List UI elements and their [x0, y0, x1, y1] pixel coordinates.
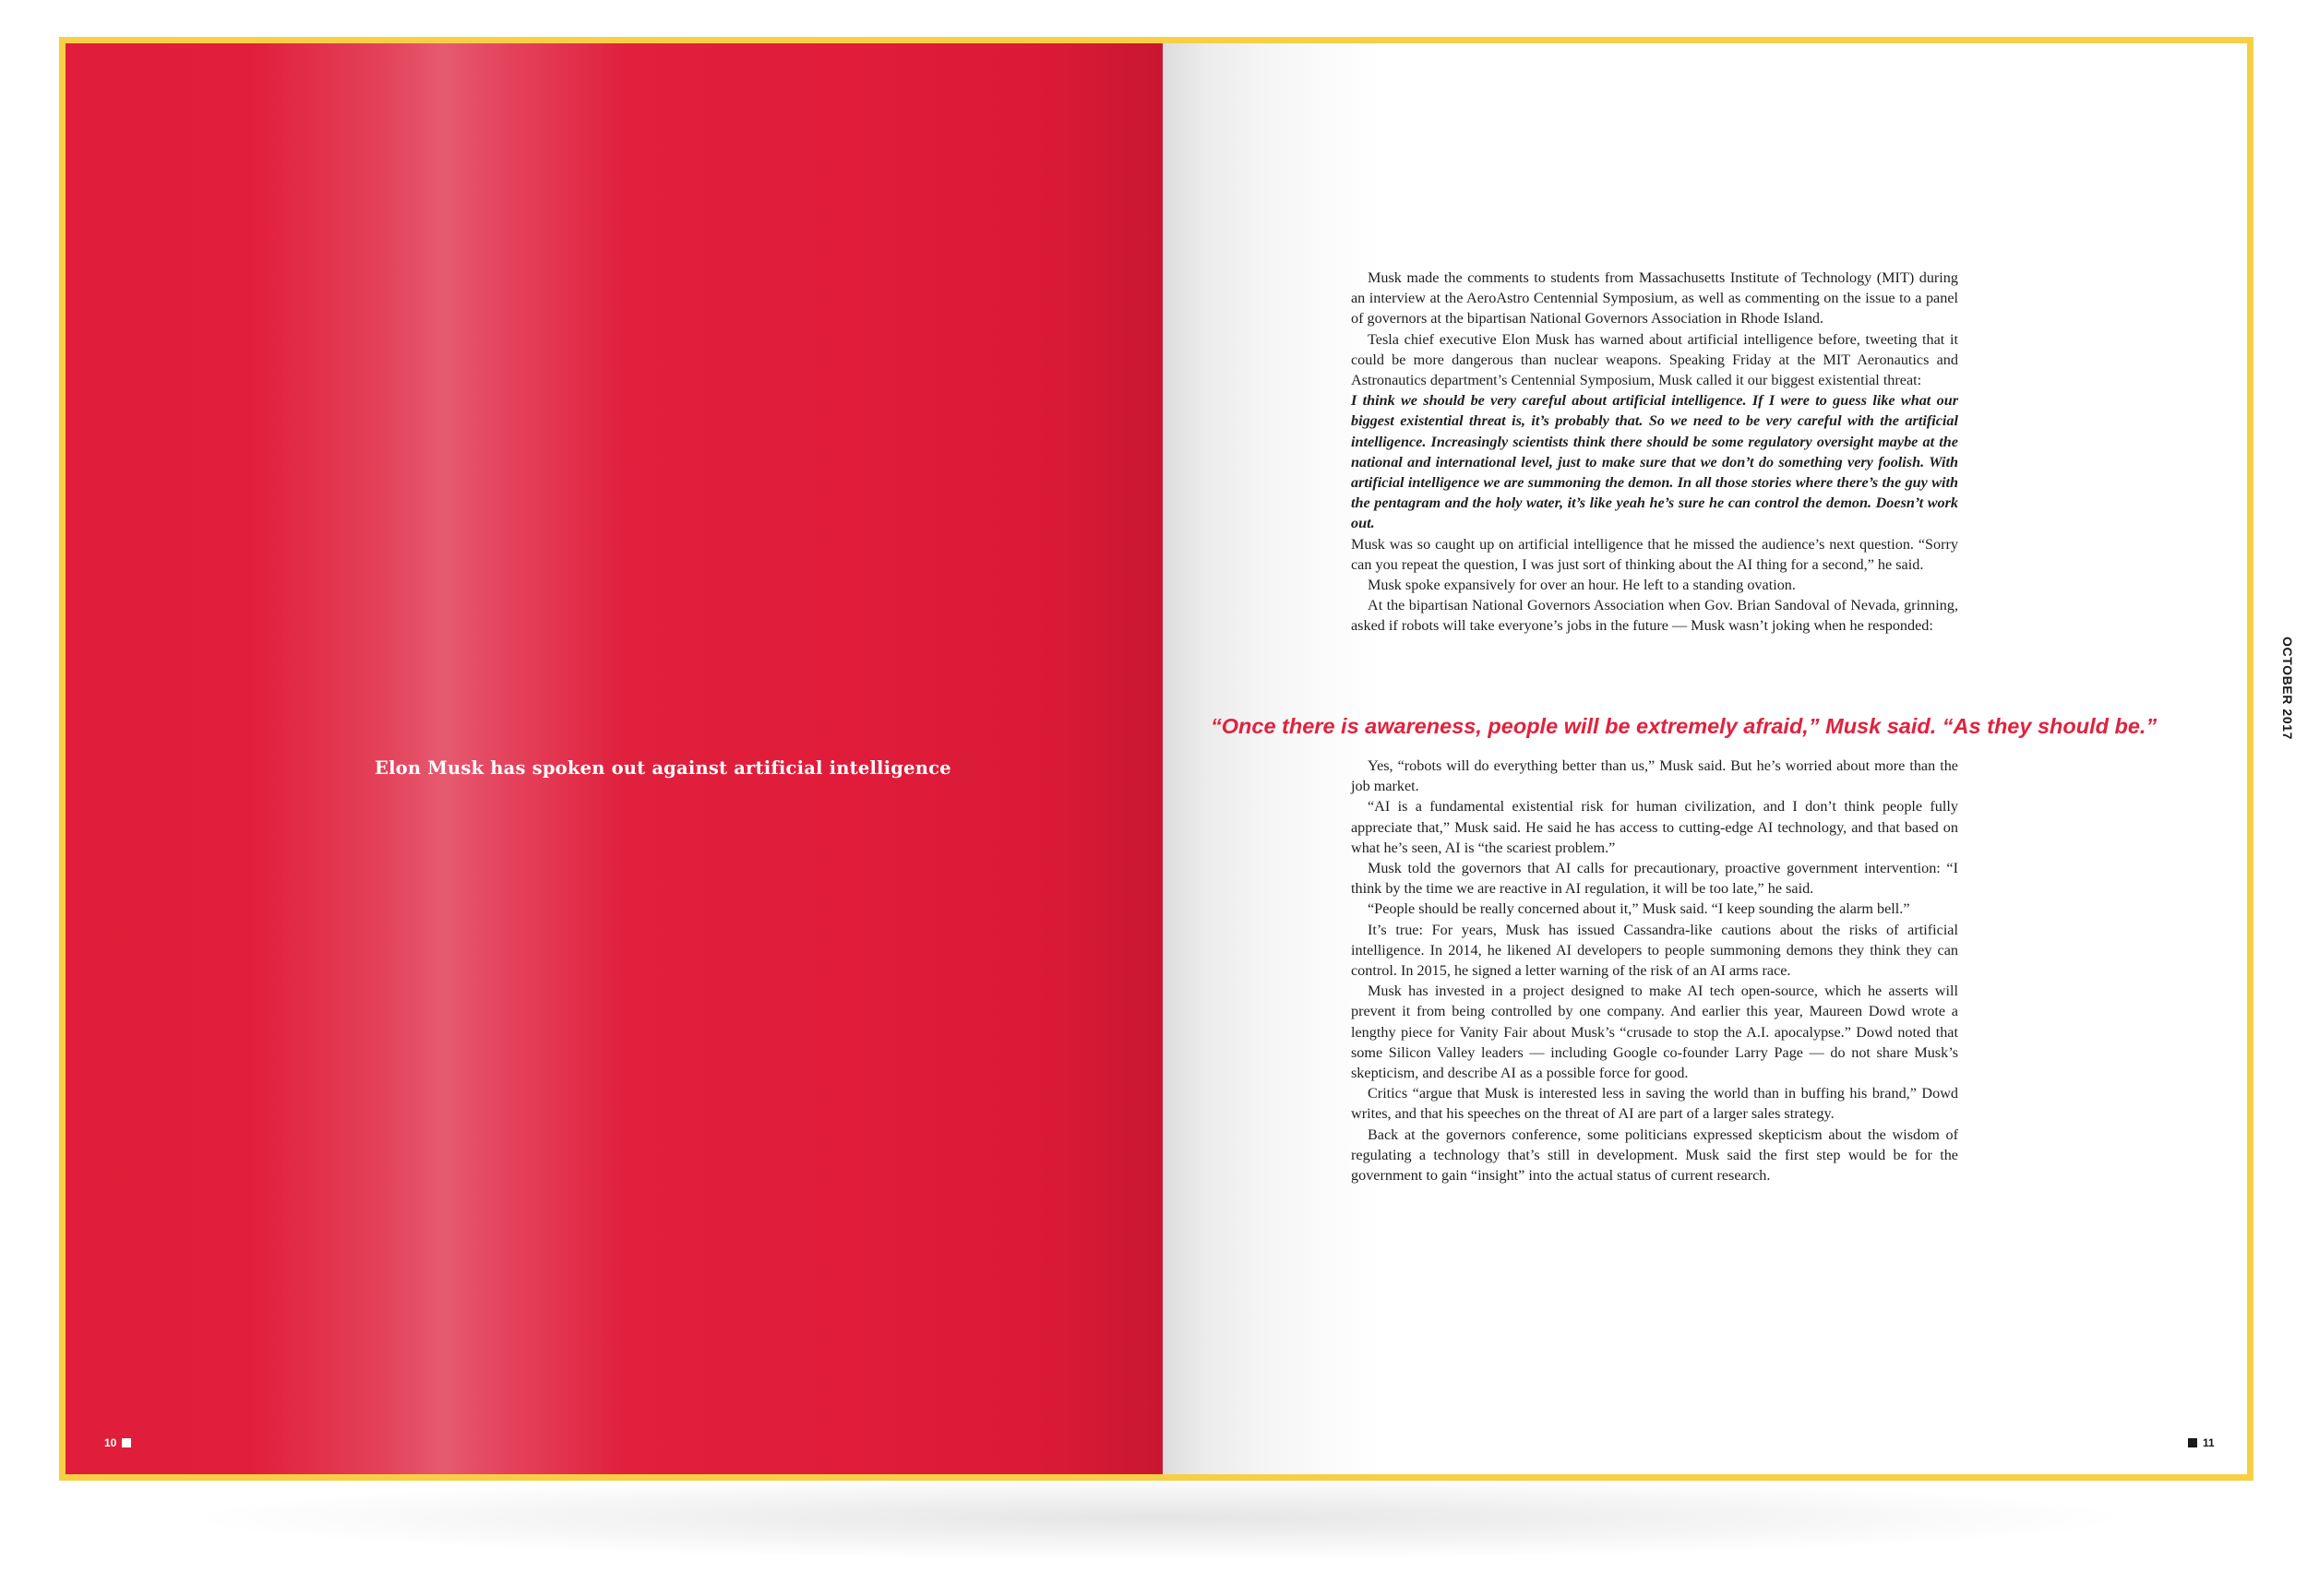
- folio-square-icon: [122, 1438, 131, 1447]
- article-paragraph: Musk was so caught up on artificial intelligence that he missed the audience’s next question. “Sorry can you repeat the question, I was just sort of thinking about the AI thing for a second,” he said.: [1351, 535, 1958, 573]
- page-number-text: 10: [104, 1436, 117, 1449]
- page-number-text: 11: [2203, 1436, 2215, 1449]
- pull-quote: “Once there is awareness, people will be extremely afraid,” Musk said. “As they should be.”: [1211, 714, 2158, 738]
- article-paragraph: At the bipartisan National Governors Association when Gov. Brian Sandoval of Nevada, grinning, asked if robots will take everyone’s jobs in the future — Musk wasn’t joking when he responded:: [1351, 597, 1958, 635]
- article-paragraph: Musk made the comments to students from Massachusetts Institute of Technology (MIT) during an interview at the AeroAstro Centennial Symposium, as well as commenting on the issue to a panel of governors at the bipartisan National Governors Association in Rhode Island.: [1351, 269, 1958, 328]
- article-paragraph: Musk has invested in a project designed to make AI tech open-source, which he asserts will prevent it from being controlled by one company. And earlier this year, Maureen Dowd wrote a lengthy piece for Vanity Fair about Musk’s “crusade to stop the A.I. apocalypse.” Dowd noted that some Silicon Valley leaders — including Google co-founder Larry Page — do not share Musk’s skepticism, and describe AI as a possible force for good.: [1351, 983, 1958, 1082]
- article-paragraph: Musk told the governors that AI calls for precautionary, proactive government intervention: “I think by the time we are reactive in AI regulation, it will be too late,” he said.: [1351, 860, 1958, 898]
- folio-square-icon: [2188, 1438, 2197, 1447]
- spread-shadow: [203, 1476, 2113, 1559]
- image-caption: Elon Musk has spoken out against artificial intelligence: [375, 757, 951, 779]
- article-column-top: [1351, 268, 1958, 637]
- article-paragraph: Critics “argue that Musk is interested less in saving the world than in buffing his brand,” Dowd writes, and that his speeches on the threat of AI are part of a larger sales strategy.: [1351, 1085, 1958, 1123]
- article-paragraph: Musk spoke expansively for over an hour. He left to a standing ovation.: [1368, 577, 1796, 594]
- left-page: [66, 43, 1163, 1474]
- left-page-number: [104, 1436, 131, 1449]
- running-head: [2278, 637, 2295, 775]
- article-paragraph: Back at the governors conference, some politicians expressed skepticism about the wisdom of regulating a technology that’s still in development. Musk said the first step would be for the government to gain “insight” into the actual status of current research.: [1351, 1126, 1958, 1185]
- article-paragraph: It’s true: For years, Musk has issued Cassandra-like cautions about the risks of artificial intelligence. In 2014, he likened AI developers to people summoning demons they think they can control. In 2015, he signed a letter warning of the risk of an AI arms race.: [1351, 921, 1958, 980]
- article-paragraph: Yes, “robots will do everything better than us,” Musk said. But he’s worried about more than the job market.: [1351, 757, 1958, 795]
- quoted-passage: I think we should be very careful about artificial intelligence. If I were to guess like what our biggest existential threat is, it’s probably that. So we need to be very careful with the artificial intelligence. Increasingly scientists think there should be some regulatory oversight maybe at the national and international level, just to make sure that we don’t do something very foolish. With artificial intelligence we are summoning the demon. In all those stories where there’s the guy with the pentagram and the holy water, it’s like yeah he’s sure he can control the demon. Doesn’t work out.: [1351, 392, 1958, 532]
- right-page-number: [2188, 1436, 2215, 1449]
- article-column-bottom: [1351, 756, 1958, 1185]
- article-paragraph: Tesla chief executive Elon Musk has warned about artificial intelligence before, tweeting that it could be more dangerous than nuclear weapons. Speaking Friday at the MIT Aeronautics and Astronautics department’s Centennial Symposium, Musk called it our biggest existential threat:: [1351, 330, 1958, 389]
- article-paragraph: “AI is a fundamental existential risk for human civilization, and I don’t think people fully appreciate that,” Musk said. He said he has access to cutting-edge AI technology, and that based on what he’s seen, AI is “the scariest problem.”: [1351, 798, 1958, 856]
- article-paragraph: “People should be really concerned about it,” Musk said. “I keep sounding the alarm bell.”: [1368, 900, 1910, 918]
- running-head-text: OCTOBER 2017: [2280, 637, 2295, 740]
